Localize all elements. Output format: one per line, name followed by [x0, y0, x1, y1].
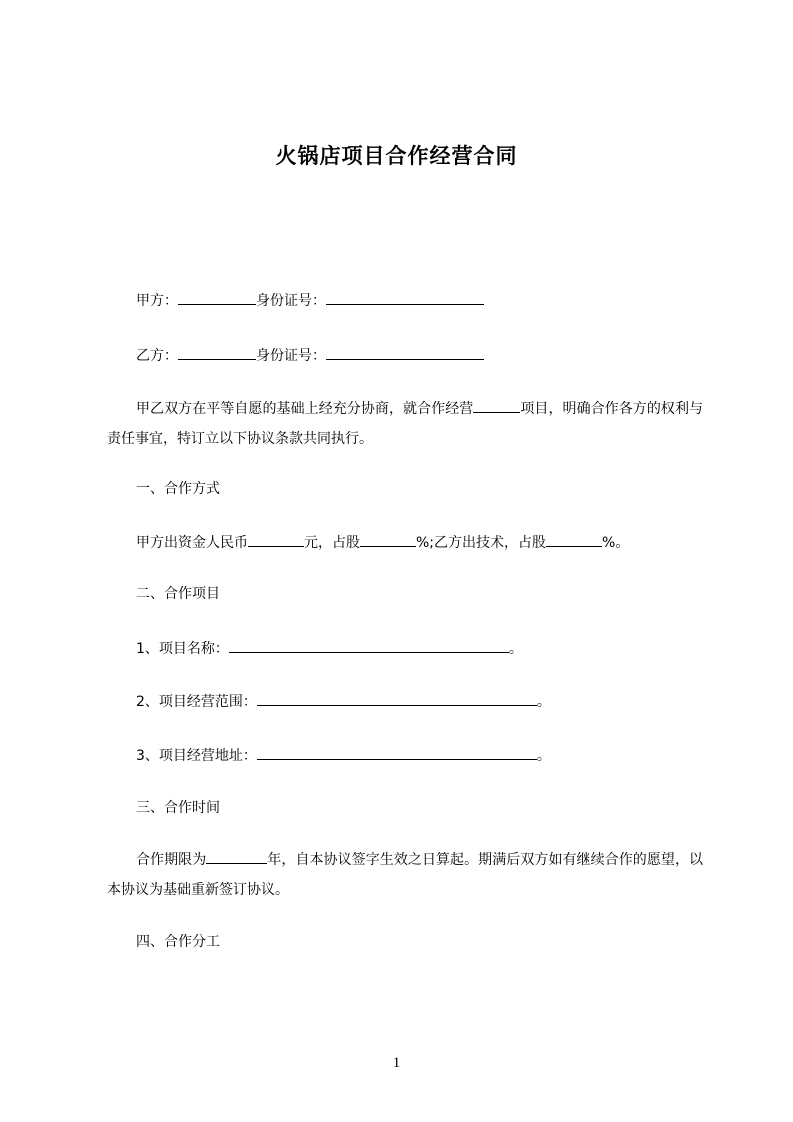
project-address-field[interactable]	[257, 745, 537, 760]
section4-heading: 四、合作分工	[136, 934, 220, 950]
project-name-label: 1、项目名称：	[136, 641, 229, 657]
party-a-line	[136, 290, 484, 311]
party-b-line	[136, 345, 484, 366]
party-a-label: 甲方：	[136, 293, 178, 309]
party-b-name-blank[interactable]	[178, 345, 256, 360]
project-address-line	[136, 745, 551, 766]
project-name-line	[136, 638, 523, 659]
party-b-label: 乙方：	[136, 348, 178, 364]
page-number: 1	[392, 1055, 401, 1071]
intro-text-part1: 甲乙双方在平等自愿的基础上经充分协商，就合作经营	[136, 401, 474, 417]
project-name-end: 。	[508, 641, 523, 657]
section1-content	[136, 532, 629, 553]
section1-heading: 一、合作方式	[136, 481, 220, 497]
intro-text-part2: 项目，明确合作各方的权利与责任事宜，特订立以下协议条款共同执行。	[107, 401, 703, 447]
section2-heading: 二、合作项目	[136, 586, 220, 602]
section1-text-c: %;乙方出技术，占股	[416, 535, 547, 551]
party-a-share-blank[interactable]	[360, 532, 416, 547]
project-address-end: 。	[536, 748, 551, 764]
party-a-name-blank[interactable]	[178, 290, 256, 305]
section1-text-d: %。	[602, 535, 630, 551]
section3-text-b: 年，自本协议签字生效之日算起。期满后双方如有继续合作的愿望，以本协议为基础重新签订协议。	[107, 852, 704, 898]
document-title: 火锅店项目合作经营合同	[275, 144, 518, 168]
project-scope-end: 。	[536, 694, 551, 710]
section3-text-a: 合作期限为	[136, 852, 207, 868]
project-scope-line	[136, 691, 551, 712]
project-name-blank[interactable]	[473, 398, 520, 413]
term-years-blank[interactable]	[206, 849, 267, 864]
party-a-id-blank[interactable]	[326, 290, 484, 305]
party-b-share-blank[interactable]	[546, 532, 602, 547]
section3-paragraph	[107, 845, 703, 905]
project-name-field[interactable]	[229, 638, 509, 653]
section3-heading: 三、合作时间	[136, 800, 220, 816]
party-b-id-blank[interactable]	[326, 345, 484, 360]
intro-paragraph	[107, 394, 703, 454]
section1-text-b: 元，占股	[304, 535, 360, 551]
party-a-id-label: 身份证号：	[256, 293, 326, 309]
section1-text-a: 甲方出资金人民币	[136, 535, 248, 551]
capital-amount-blank[interactable]	[248, 532, 304, 547]
party-b-id-label: 身份证号：	[256, 348, 326, 364]
project-scope-field[interactable]	[257, 691, 537, 706]
project-scope-label: 2、项目经营范围：	[136, 694, 257, 710]
project-address-label: 3、项目经营地址：	[136, 748, 257, 764]
